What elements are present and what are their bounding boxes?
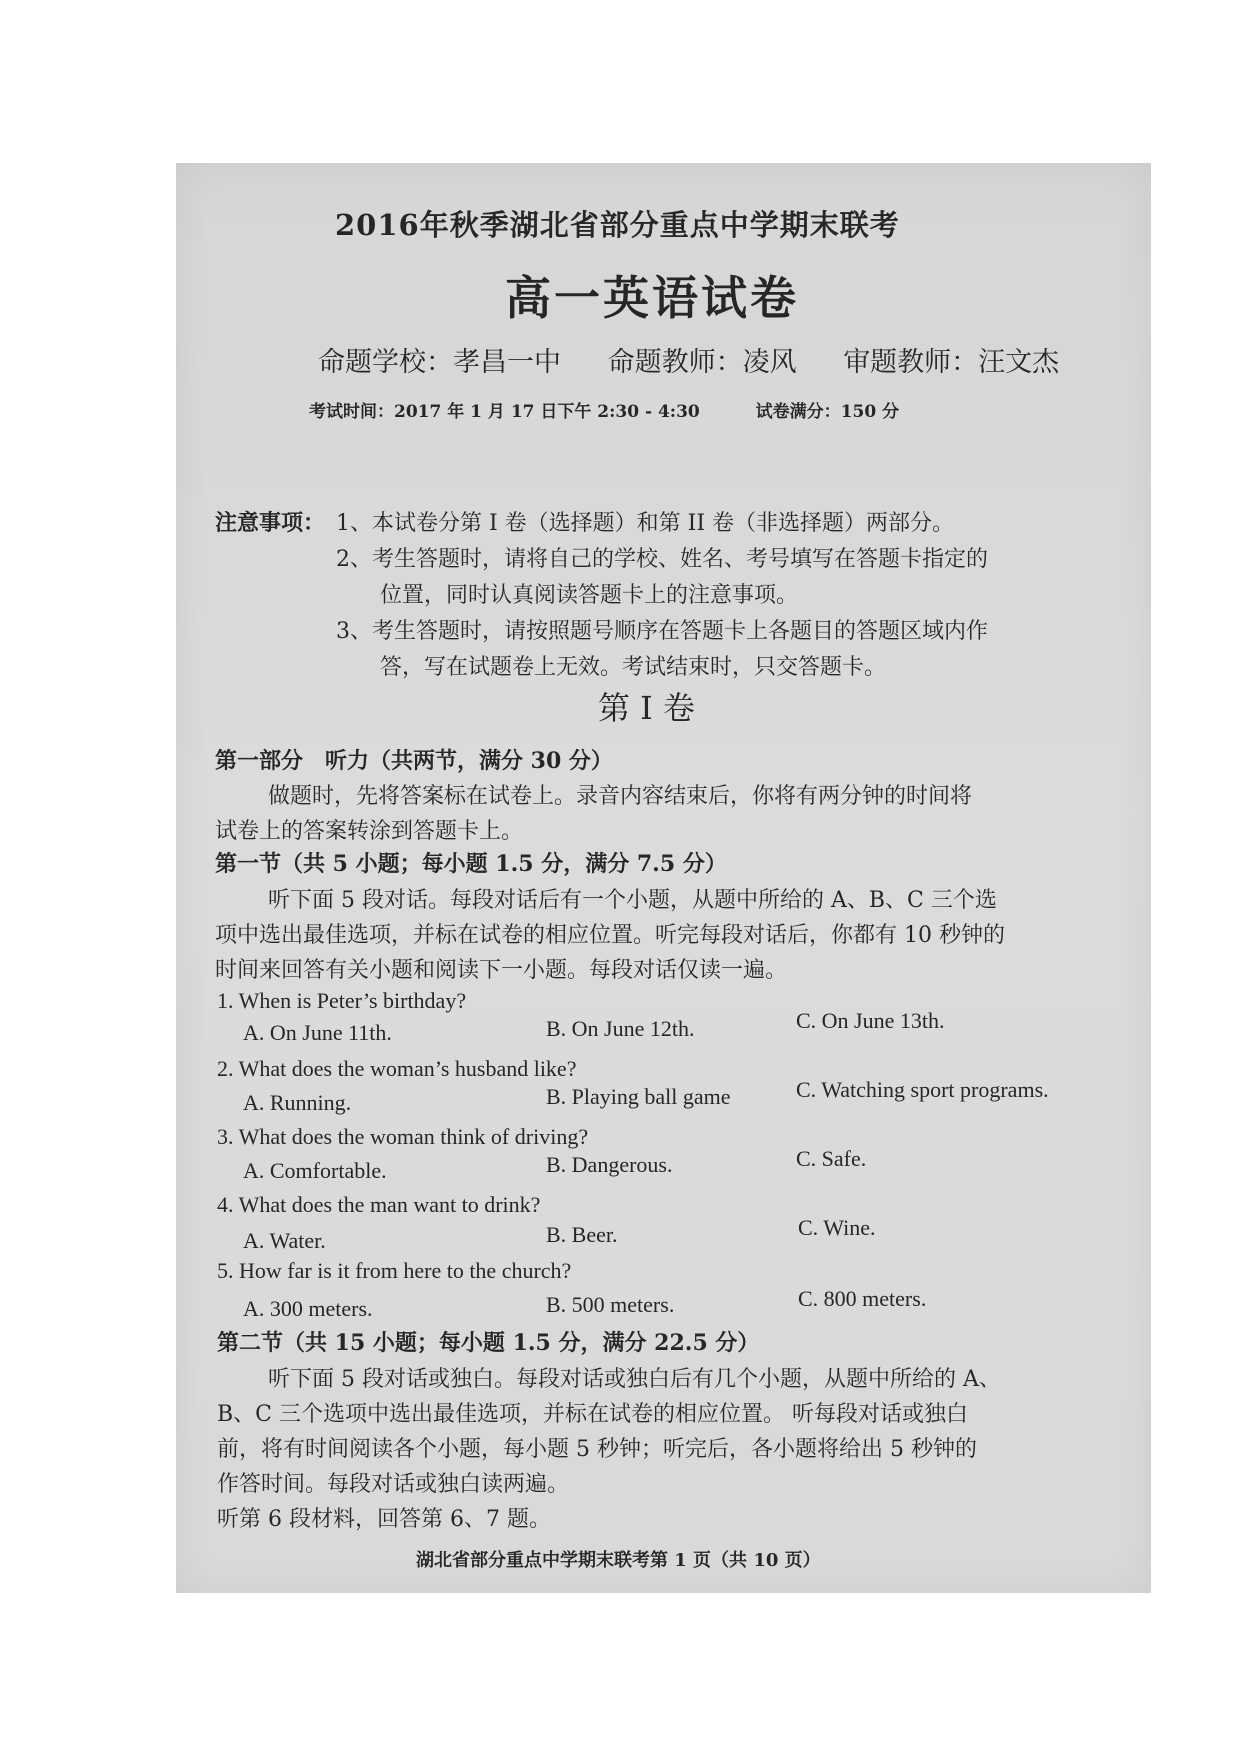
volume-title: 第 I 卷 <box>598 689 695 727</box>
notice-line: 1、本试卷分第 I 卷（选择题）和第 II 卷（非选择题）两部分。 <box>336 511 955 536</box>
option-b: B. 500 meters. <box>546 1292 675 1317</box>
part1-intro: 做题时，先将答案标在试卷上。录音内容结束后，你将有两分钟的时间将 <box>268 784 973 809</box>
option-a: A. On June 11th. <box>243 1020 392 1045</box>
option-c: C. Watching sport programs. <box>796 1077 1049 1102</box>
section2-material: 听第 6 段材料，回答第 6、7 题。 <box>217 1507 551 1532</box>
option-a: A. 300 meters. <box>243 1296 373 1321</box>
section1-intro: 时间来回答有关小题和阅读下一小题。每段对话仅读一遍。 <box>215 958 788 983</box>
question-2: 2. What does the woman’s husband like? <box>217 1056 577 1081</box>
section2-intro: B、C 三个选项中选出最佳选项，并标在试卷的相应位置。 听每段对话或独白 <box>217 1402 968 1427</box>
section1-heading: 第一节（共 5 小题；每小题 1.5 分，满分 7.5 分） <box>215 851 727 877</box>
author-line <box>318 340 1059 379</box>
option-c: C. On June 13th. <box>796 1008 945 1033</box>
option-b: B. Playing ball game <box>546 1084 731 1109</box>
option-a: A. Running. <box>243 1090 352 1115</box>
exam-time: 考试时间：2017 年 1 月 17 日下午 2:30 - 4:30 <box>309 402 700 422</box>
exam-title: 2016年秋季湖北省部分重点中学期末联考 <box>335 208 900 242</box>
section2-intro: 前，将有时间阅读各个小题，每小题 5 秒钟；听完后，各小题将给出 5 秒钟的 <box>217 1437 977 1462</box>
full-score: 试卷满分：150 分 <box>755 402 900 422</box>
section2-intro: 听下面 5 段对话或独白。每段对话或独白后有几个小题，从题中所给的 A、 <box>268 1367 1001 1392</box>
question-1: 1. When is Peter’s birthday? <box>217 988 467 1013</box>
option-b: B. Dangerous. <box>546 1152 673 1177</box>
notice-line: 答，写在试题卷上无效。考试结束时，只交答题卡。 <box>380 655 887 680</box>
option-c: C. Wine. <box>798 1215 876 1240</box>
notice-line: 2、考生答题时，请将自己的学校、姓名、考号填写在答题卡指定的 <box>336 547 988 572</box>
question-3: 3. What does the woman think of driving? <box>217 1124 589 1149</box>
notice-line: 位置，同时认真阅读答题卡上的注意事项。 <box>380 583 799 608</box>
option-c: C. 800 meters. <box>798 1286 927 1311</box>
option-c: C. Safe. <box>796 1146 867 1171</box>
question-4: 4. What does the man want to drink? <box>217 1192 541 1217</box>
page-footer: 湖北省部分重点中学期末联考第 1 页（共 10 页） <box>416 1550 821 1571</box>
school: 命题学校：孝昌一中 <box>318 347 561 378</box>
exam-info-line <box>309 397 899 422</box>
part1-intro: 试卷上的答案转涂到答题卡上。 <box>215 819 524 844</box>
option-b: B. On June 12th. <box>546 1016 695 1041</box>
section1-intro: 听下面 5 段对话。每段对话后有一个小题，从题中所给的 A、B、C 三个选 <box>268 888 997 913</box>
question-5: 5. How far is it from here to the church? <box>217 1258 572 1283</box>
section2-intro: 作答时间。每段对话或独白读两遍。 <box>217 1472 570 1497</box>
option-a: A. Comfortable. <box>243 1158 387 1183</box>
notice-label: 注意事项： <box>215 510 326 536</box>
option-b: B. Beer. <box>546 1222 618 1247</box>
section1-intro: 项中选出最佳选项，并标在试卷的相应位置。听完每段对话后，你都有 10 秒钟的 <box>215 923 1005 948</box>
section2-heading: 第二节（共 15 小题；每小题 1.5 分，满分 22.5 分） <box>217 1330 760 1356</box>
exam-subtitle: 高一英语试卷 <box>505 271 799 325</box>
option-a: A. Water. <box>243 1228 326 1253</box>
part1-heading: 第一部分 听力（共两节，满分 30 分） <box>215 748 613 774</box>
notice-line: 3、考生答题时，请按照题号顺序在答题卡上各题目的答题区域内作 <box>336 619 988 644</box>
setter: 命题教师：凌风 <box>607 347 797 378</box>
reviewer: 审题教师：汪文杰 <box>843 347 1060 378</box>
